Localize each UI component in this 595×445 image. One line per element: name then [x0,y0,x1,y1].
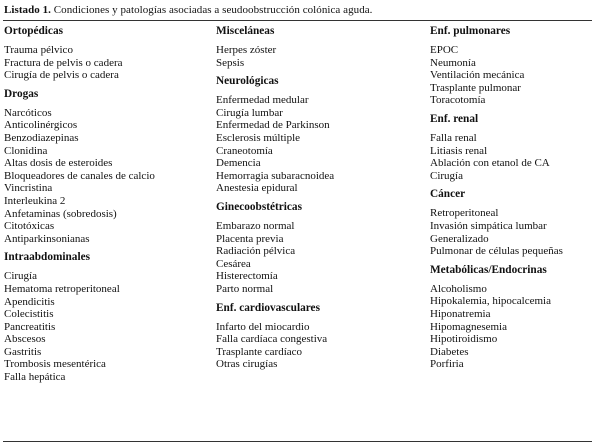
category-heading: Metabólicas/Endocrinas [430,263,547,276]
condition-item: Falla renal [430,131,477,144]
condition-list [430,207,594,257]
caption-text: Condiciones y patologías asociadas a seudoobstrucción colónica aguda. [53,4,373,16]
condition-item: Hipotiroidismo [430,333,498,346]
condition-item: Interleukina 2 [4,194,66,207]
condition-item: Hipokalemia, hipocalcemia [430,295,551,308]
condition-list [430,283,594,371]
condition-item: Craneotomía [216,144,273,157]
category-section [430,112,594,182]
column-2 [216,24,421,371]
condition-item: Hipomagnesemia [430,320,507,333]
condition-item: Radiación pélvica [216,245,296,258]
category-heading: Cáncer [430,188,466,201]
condition-item: Pancreatitis [4,320,56,333]
condition-item: Falla hepática [4,371,66,384]
condition-item: Fractura de pelvis o cadera [4,56,123,69]
condition-item: Anestesia epidural [216,182,298,195]
condition-item: Litiasis renal [430,144,488,157]
condition-item: Hemorragia subaracnoidea [216,169,335,182]
condition-item: Ablación con etanol de CA [430,157,550,170]
condition-item: Generalizado [430,232,489,245]
condition-item: Demencia [216,157,261,170]
condition-list [4,44,204,82]
condition-item: Colecistitis [4,308,54,321]
condition-item: Hiponatremia [430,307,491,320]
condition-list [216,321,421,371]
condition-item: Abscesos [4,333,46,346]
condition-list [4,270,204,383]
condition-item: Narcóticos [4,106,52,119]
condition-item: Gastritis [4,345,42,358]
category-section [216,24,421,69]
condition-list [216,44,421,69]
condition-item: Apendicitis [4,295,55,308]
condition-item: Trasplante pulmonar [430,81,521,94]
condition-item: Trombosis mesentérica [4,358,106,371]
condition-item: EPOC [430,44,459,56]
category-heading: Intraabdominales [4,251,90,264]
column-1 [4,24,204,384]
condition-item: Parto normal [216,282,274,295]
category-section [430,187,594,257]
category-section [216,200,421,296]
category-section [430,263,594,371]
condition-item: Anfetaminas (sobredosis) [4,207,117,220]
condition-item: Herpes zóster [216,44,277,56]
category-heading: Drogas [4,87,39,100]
condition-list [430,132,594,182]
category-heading: Enf. cardiovasculares [216,301,320,314]
condition-item: Toracotomía [430,94,486,107]
condition-list [216,94,421,195]
category-heading: Neurológicas [216,75,279,88]
column-3 [430,24,594,371]
condition-item: Pulmonar de células pequeñas [430,245,563,258]
condition-item: Neumonía [430,56,476,69]
condition-item: Enfermedad medular [216,94,309,107]
condition-item: Porfiria [430,358,464,371]
bottom-rule [3,441,592,442]
condition-item: Alcoholismo [430,282,487,295]
category-heading: Enf. pulmonares [430,25,511,37]
condition-item: Cirugía [430,169,463,182]
category-section [4,24,204,82]
condition-item: Clonidina [4,144,48,157]
condition-item: Sepsis [216,56,245,69]
condition-item: Invasión simpática lumbar [430,219,547,232]
condition-item: Citotóxicas [4,220,55,233]
category-heading: Ortopédicas [4,25,63,37]
condition-item: Ventilación mecánica [430,69,525,82]
condition-list [4,107,204,246]
condition-item: Hematoma retroperitoneal [4,282,120,295]
condition-item: Enfermedad de Parkinson [216,119,330,132]
category-section [216,74,421,195]
category-heading: Misceláneas [216,25,275,37]
condition-item: Retroperitoneal [430,207,499,220]
condition-item: Vincristina [4,182,53,195]
condition-item: Bloqueadores de canales de calcio [4,169,155,182]
category-section [430,24,594,107]
condition-list [216,220,421,296]
condition-item: Infarto del miocardio [216,320,310,333]
condition-item: Altas dosis de esteroides [4,157,113,170]
condition-item: Cirugía lumbar [216,106,283,119]
top-rule [3,20,592,21]
condition-item: Embarazo normal [216,219,295,232]
listing-caption [4,3,592,17]
category-heading: Enf. renal [430,112,479,125]
condition-item: Trauma pélvico [4,44,73,56]
condition-item: Cirugía de pelvis o cadera [4,69,119,82]
caption-label: Listado 1. [4,4,51,16]
category-section [216,301,421,371]
condition-item: Diabetes [430,345,469,358]
category-section [4,87,204,246]
condition-item: Falla cardíaca congestiva [216,333,328,346]
condition-item: Esclerosis múltiple [216,131,301,144]
condition-item: Trasplante cardíaco [216,345,303,358]
condition-item: Cirugía [4,270,37,283]
condition-item: Placenta previa [216,232,284,245]
category-section [4,250,204,383]
condition-list [430,44,594,107]
condition-item: Benzodiazepinas [4,131,79,144]
condition-item: Histerectomía [216,270,278,283]
condition-item: Antiparkinsonianas [4,232,90,245]
condition-item: Otras cirugías [216,358,278,371]
category-heading: Ginecoobstétricas [216,200,302,213]
condition-item: Cesárea [216,257,251,270]
condition-item: Anticolinérgicos [4,119,78,132]
